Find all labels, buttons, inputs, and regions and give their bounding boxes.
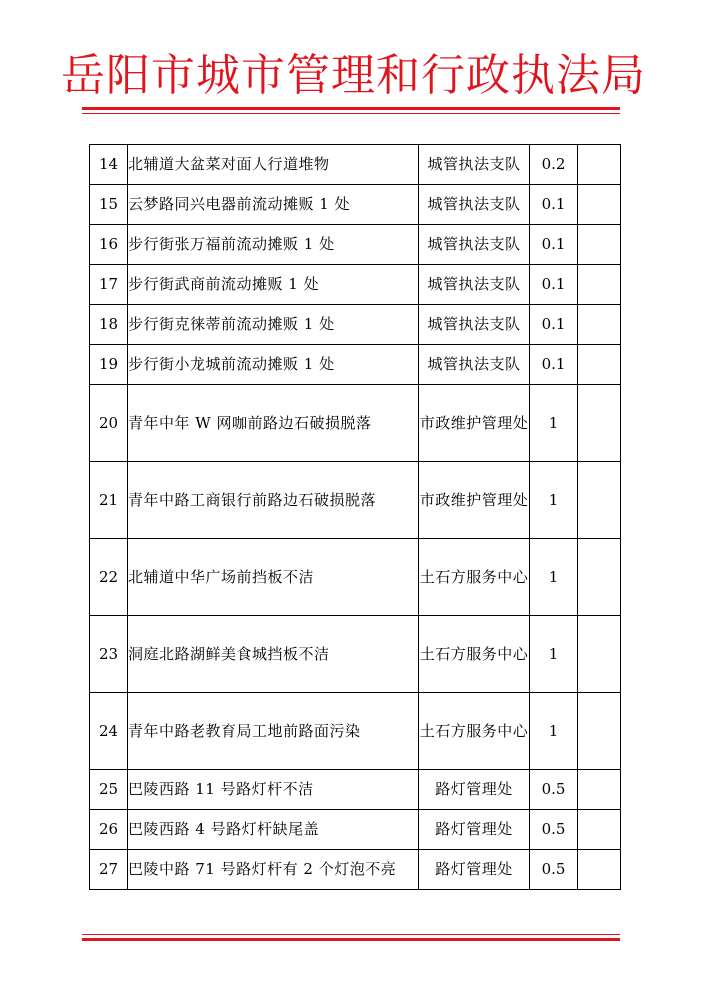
deduction-score: 0.5 bbox=[530, 850, 578, 890]
table-row bbox=[90, 810, 621, 850]
responsible-unit: 城管执法支队 bbox=[419, 185, 530, 225]
issue-description: 北辅道大盆菜对面人行道堆物 bbox=[128, 145, 419, 185]
remarks-cell bbox=[578, 225, 621, 265]
table-row bbox=[90, 225, 621, 265]
responsible-unit: 土石方服务中心 bbox=[419, 693, 530, 770]
issue-description: 洞庭北路湖鲜美食城挡板不洁 bbox=[128, 616, 419, 693]
row-number: 15 bbox=[90, 185, 128, 225]
row-number: 22 bbox=[90, 539, 128, 616]
issue-description: 青年中年 W 网咖前路边石破损脱落 bbox=[128, 385, 419, 462]
deduction-score: 0.2 bbox=[530, 145, 578, 185]
table-row bbox=[90, 616, 621, 693]
deduction-score: 0.1 bbox=[530, 345, 578, 385]
responsible-unit: 城管执法支队 bbox=[419, 265, 530, 305]
deduction-score: 0.5 bbox=[530, 810, 578, 850]
table-row bbox=[90, 305, 621, 345]
letterhead-title: 岳阳市城市管理和行政执法局 bbox=[61, 50, 646, 101]
row-number: 19 bbox=[90, 345, 128, 385]
table-row bbox=[90, 185, 621, 225]
table-row bbox=[90, 265, 621, 305]
row-number: 25 bbox=[90, 770, 128, 810]
table-row bbox=[90, 462, 621, 539]
footer-rule-thick bbox=[82, 938, 620, 941]
remarks-cell bbox=[578, 850, 621, 890]
row-number: 17 bbox=[90, 265, 128, 305]
remarks-cell bbox=[578, 265, 621, 305]
header-rule-thin bbox=[82, 113, 620, 114]
responsible-unit: 市政维护管理处 bbox=[419, 385, 530, 462]
deduction-score: 0.5 bbox=[530, 770, 578, 810]
issue-description: 步行街武商前流动摊贩 1 处 bbox=[128, 265, 419, 305]
table-row bbox=[90, 145, 621, 185]
cases-table bbox=[89, 144, 621, 890]
row-number: 21 bbox=[90, 462, 128, 539]
responsible-unit: 市政维护管理处 bbox=[419, 462, 530, 539]
table-row bbox=[90, 345, 621, 385]
row-number: 26 bbox=[90, 810, 128, 850]
responsible-unit: 路灯管理处 bbox=[419, 770, 530, 810]
row-number: 16 bbox=[90, 225, 128, 265]
table-row bbox=[90, 539, 621, 616]
table-row bbox=[90, 693, 621, 770]
responsible-unit: 城管执法支队 bbox=[419, 225, 530, 265]
issue-description: 巴陵中路 71 号路灯杆有 2 个灯泡不亮 bbox=[128, 850, 419, 890]
responsible-unit: 土石方服务中心 bbox=[419, 539, 530, 616]
remarks-cell bbox=[578, 616, 621, 693]
table-row bbox=[90, 850, 621, 890]
issue-description: 步行街张万福前流动摊贩 1 处 bbox=[128, 225, 419, 265]
row-number: 27 bbox=[90, 850, 128, 890]
deduction-score: 1 bbox=[530, 539, 578, 616]
issue-description: 巴陵西路 11 号路灯杆不洁 bbox=[128, 770, 419, 810]
row-number: 20 bbox=[90, 385, 128, 462]
issue-description: 北辅道中华广场前挡板不洁 bbox=[128, 539, 419, 616]
remarks-cell bbox=[578, 810, 621, 850]
remarks-cell bbox=[578, 145, 621, 185]
remarks-cell bbox=[578, 693, 621, 770]
issue-description: 青年中路老教育局工地前路面污染 bbox=[128, 693, 419, 770]
deduction-score: 1 bbox=[530, 462, 578, 539]
responsible-unit: 城管执法支队 bbox=[419, 305, 530, 345]
remarks-cell bbox=[578, 539, 621, 616]
issue-description: 步行街小龙城前流动摊贩 1 处 bbox=[128, 345, 419, 385]
remarks-cell bbox=[578, 185, 621, 225]
remarks-cell bbox=[578, 462, 621, 539]
remarks-cell bbox=[578, 385, 621, 462]
responsible-unit: 路灯管理处 bbox=[419, 850, 530, 890]
remarks-cell bbox=[578, 305, 621, 345]
row-number: 23 bbox=[90, 616, 128, 693]
remarks-cell bbox=[578, 345, 621, 385]
footer-rule-thin bbox=[82, 934, 620, 935]
table-row bbox=[90, 385, 621, 462]
issue-description: 云梦路同兴电器前流动摊贩 1 处 bbox=[128, 185, 419, 225]
responsible-unit: 城管执法支队 bbox=[419, 145, 530, 185]
row-number: 24 bbox=[90, 693, 128, 770]
row-number: 14 bbox=[90, 145, 128, 185]
deduction-score: 0.1 bbox=[530, 265, 578, 305]
responsible-unit: 路灯管理处 bbox=[419, 810, 530, 850]
deduction-score: 1 bbox=[530, 693, 578, 770]
issue-description: 步行街克徕蒂前流动摊贩 1 处 bbox=[128, 305, 419, 345]
remarks-cell bbox=[578, 770, 621, 810]
deduction-score: 1 bbox=[530, 385, 578, 462]
responsible-unit: 土石方服务中心 bbox=[419, 616, 530, 693]
table-row bbox=[90, 770, 621, 810]
deduction-score: 1 bbox=[530, 616, 578, 693]
issue-description: 巴陵西路 4 号路灯杆缺尾盖 bbox=[128, 810, 419, 850]
responsible-unit: 城管执法支队 bbox=[419, 345, 530, 385]
deduction-score: 0.1 bbox=[530, 185, 578, 225]
header-rule-thick bbox=[82, 107, 620, 110]
row-number: 18 bbox=[90, 305, 128, 345]
issue-description: 青年中路工商银行前路边石破损脱落 bbox=[128, 462, 419, 539]
deduction-score: 0.1 bbox=[530, 225, 578, 265]
deduction-score: 0.1 bbox=[530, 305, 578, 345]
